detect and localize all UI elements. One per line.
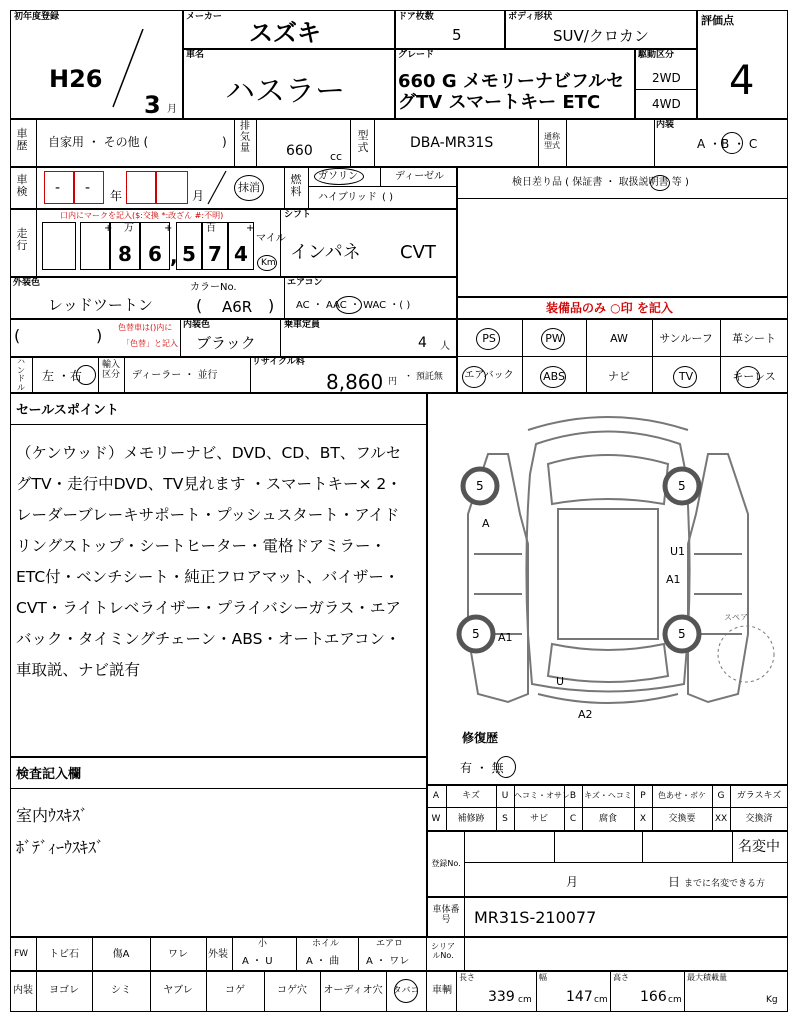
color-no-open: ( [196, 296, 203, 315]
legend-desc: ガラスキズ [736, 791, 782, 801]
reg-month-label: 月 [566, 875, 579, 889]
tire-front-left: 5 [476, 479, 484, 493]
odo-digit-1: 8 [118, 242, 132, 266]
div [308, 186, 458, 187]
div [720, 318, 721, 394]
aero-label: エアロ [376, 939, 404, 949]
ext-label: 外装 [208, 949, 228, 960]
equip-abs-circle [540, 366, 566, 388]
score-value: 4 [729, 58, 755, 104]
ext-color-value: レッドツートン [48, 296, 153, 314]
expired-circle [234, 175, 264, 201]
drive-divider [635, 89, 697, 90]
interior-label: 内装 [656, 120, 675, 130]
hgt-unit: cm [668, 995, 682, 1005]
div [426, 970, 427, 1012]
repair-selected-circle [496, 756, 516, 778]
small-vals: A ・ U [242, 956, 273, 967]
seats-unit: 人 [440, 341, 450, 352]
equip-navi: ナビ [608, 370, 630, 383]
recycle-label: リサイクル料 [252, 357, 305, 367]
legend-code: G [717, 791, 725, 801]
docs-value: 検日差り品 ( 保証書 ・ 取扱説明書 等 ) [512, 177, 689, 188]
odo-plus-2: + [164, 223, 173, 234]
div [32, 356, 33, 394]
mark-u: U [556, 675, 565, 688]
ac-label: エアコン [287, 278, 323, 288]
legend-code: XX [714, 814, 728, 824]
div [374, 118, 375, 168]
equip-tv-circle [673, 366, 697, 388]
equip-airbag-circle [462, 366, 486, 388]
reg-month-unit: 月 [167, 104, 177, 115]
chassis-label: 車体番号 [432, 905, 460, 925]
history-value: 自家用 ・ その他 ( [48, 135, 149, 149]
first-reg-label: 初年度登録 [14, 12, 60, 22]
div [642, 830, 643, 862]
body-cell [504, 10, 698, 50]
mileage-label: 走行 [16, 227, 28, 252]
serial-label: シリアルNo. [431, 942, 455, 960]
wid-value: 147 [566, 989, 593, 1005]
div [280, 208, 281, 278]
disp-label: 排気量 [240, 121, 250, 154]
div [350, 118, 351, 168]
div [284, 276, 285, 320]
legend-desc: 交換済 [745, 814, 773, 824]
interior-item: ヤブレ [163, 985, 193, 996]
legend-code: U [501, 791, 509, 801]
odo-digit-4: 7 [208, 242, 222, 266]
div [234, 118, 235, 168]
interior-item: タバコ [392, 986, 420, 996]
div [732, 830, 733, 862]
div [566, 118, 567, 168]
seats-value: 4 [418, 335, 427, 351]
maker-label: メーカー [186, 12, 222, 22]
ac-selected-circle [336, 296, 362, 314]
chassis-value: MR31S-210077 [474, 908, 597, 927]
equip-leather: 革シート [732, 332, 776, 345]
history-label: 車歴 [16, 127, 28, 152]
doors-label: ドア枚数 [398, 12, 434, 22]
sales-title: セールスポイント [16, 403, 119, 418]
odo-digit-3: 5 [182, 242, 196, 266]
legend-code: B [569, 791, 577, 801]
fuel-gas: ガソリン [318, 171, 358, 182]
legend-desc: キズ [462, 791, 480, 801]
odo-comma: , [170, 244, 178, 268]
registration-label: 登録No. [431, 859, 461, 868]
div [610, 970, 611, 1012]
div [124, 356, 125, 394]
legend-code: X [639, 814, 647, 824]
div [426, 807, 788, 808]
sales-line: ETC付・ベンチシート・純正フロアマット、バイザー・ [16, 568, 400, 586]
disp-value: 660 [286, 143, 313, 159]
div [536, 970, 537, 1012]
div [296, 936, 297, 972]
int-color-label: 内装色 [183, 320, 211, 330]
div [10, 424, 428, 425]
fw-item: トビ石 [49, 949, 79, 960]
div [464, 862, 788, 863]
odo-place-hyaku: 百 [206, 223, 216, 234]
drive-4wd: 4WD [652, 97, 681, 111]
equip-sunroof: サンルーフ [659, 332, 713, 345]
ac-value: AC ・ AAC ・ WAC ・( ) [296, 300, 411, 311]
equip-title: 装備品のみ ○印 を記入 [546, 301, 673, 315]
div [250, 356, 251, 394]
legend-code: A [432, 791, 440, 801]
color-no-value: A6R [222, 298, 253, 316]
spare-label: スペア [724, 613, 748, 622]
equip-ps: PS [482, 332, 496, 345]
div [10, 788, 428, 789]
color-no-close: ) [268, 296, 275, 315]
handle-label: ハンドル [17, 357, 25, 392]
sales-line: （ケンウッド）メモリーナビ、DVD、CD、BT、フルセ [16, 444, 402, 462]
max-load-label: 最大積載量 [687, 973, 727, 982]
equip-keyless: キーレス [732, 370, 776, 383]
mark-a1-left: A1 [498, 631, 513, 644]
km-label: Km [261, 258, 276, 268]
fw-item: ワレ [168, 949, 188, 960]
repaint-note-2: 「色替」と記入 [122, 339, 178, 348]
tire-rear-left: 5 [472, 627, 480, 641]
div [684, 970, 685, 1012]
fuel-label: 燃料 [290, 173, 302, 198]
car-name-cell [182, 48, 396, 120]
div [456, 198, 788, 199]
drive-label: 駆動区分 [638, 50, 675, 60]
sales-line: CVT・ライトレベライザー・プライバシーガラス・エア [16, 599, 401, 617]
repaint-close: ) [96, 326, 103, 345]
div [380, 166, 381, 186]
score-label: 評価点 [701, 14, 734, 27]
wid-label: 幅 [539, 973, 547, 982]
div [456, 356, 788, 357]
equip-airbag: エアバック [464, 370, 514, 381]
div [464, 830, 465, 898]
div [232, 936, 233, 972]
equip-aw: AW [610, 332, 628, 345]
handle-selected-circle [76, 365, 96, 385]
import-label: 輸入区分 [101, 360, 120, 380]
legend-desc: サビ [529, 814, 548, 824]
aero-vals: A ・ ワレ [366, 956, 410, 967]
fuel-diesel: ディーゼル [395, 171, 444, 182]
interior-selected-circle [721, 132, 743, 154]
equip-pw: PW [545, 332, 563, 345]
inspect-expired: 抹消 [238, 181, 260, 194]
doors-value: 5 [452, 26, 462, 44]
div [652, 318, 653, 394]
shift-position: インパネ [290, 242, 361, 263]
equip-ps-circle [476, 328, 500, 350]
sales-line: 車取説、ナビ説有 [16, 661, 141, 679]
grade-label: グレード [398, 50, 435, 60]
interior-grades: A ・B ・ C [697, 137, 758, 151]
div [654, 118, 655, 168]
size-label: 車輌 [432, 985, 452, 996]
wheel-vals: A ・ 曲 [306, 956, 340, 967]
interior-item: コゲ穴 [277, 985, 307, 996]
hgt-value: 166 [640, 989, 667, 1005]
mark-a: A [482, 517, 490, 530]
legend-desc: 腐食 [598, 814, 617, 824]
disp-unit: cc [330, 150, 343, 163]
car-name-label: 車名 [186, 50, 205, 60]
div [464, 936, 465, 972]
fuel-other: ( ) [382, 192, 393, 203]
equip-keyless-circle [736, 366, 760, 388]
div [180, 318, 181, 358]
body-label: ボディ形状 [508, 12, 553, 22]
legend-code: W [431, 814, 441, 824]
repaint-note-1: 色替車は()内に [118, 323, 173, 332]
reg-day-label: 日 [668, 875, 681, 889]
mile-label: マイル [256, 233, 286, 244]
mark-a1-right: A1 [666, 573, 681, 586]
div [98, 356, 99, 394]
km-selected-circle [257, 255, 277, 271]
tire-rear-right: 5 [678, 627, 686, 641]
odo-plus-3: + [246, 223, 255, 234]
fuel-selected-circle [314, 168, 364, 185]
tire-front-right: 5 [678, 479, 686, 493]
odo-digit-2: 6 [148, 242, 162, 266]
hgt-label: 高さ [613, 973, 629, 982]
interior-item: シミ [111, 985, 131, 996]
inspect-month-unit: 月 [192, 189, 205, 203]
legend-desc: 補修跡 [457, 814, 485, 824]
inspect-year-unit: 年 [110, 189, 123, 203]
inspect-note-1: 室内ｳｽｷｽﾞ [16, 806, 89, 825]
inspect-dash-1: - [55, 180, 61, 196]
inspect-box-4 [156, 171, 188, 204]
seats-label: 乗車定員 [284, 320, 321, 330]
grade-cell [394, 48, 636, 120]
shift-label: シフト [284, 210, 312, 220]
recycle-unit: 円 [388, 377, 398, 387]
recycle-value: 8,860 [326, 370, 384, 394]
drive-cell [634, 48, 698, 120]
inspect-box-3 [126, 171, 156, 204]
maker-value: スズキ [249, 19, 321, 47]
sales-line: リングストップ・シートヒーター・電格ドアミラー・ [16, 537, 386, 555]
inspect-dash-2: - [85, 180, 91, 196]
len-label: 長さ [459, 973, 475, 982]
color-no-label: カラーNo. [190, 282, 237, 293]
div [256, 118, 257, 168]
fw-label: FW [14, 949, 29, 959]
equip-abs: ABS [543, 370, 565, 383]
shift-type: CVT [400, 242, 436, 263]
equip-tv: TV [678, 370, 694, 383]
legend-code: S [502, 814, 508, 824]
mileage-note: 口内にマークを記入($:交換 *:改ざん #:不明) [60, 211, 224, 220]
legend-desc: ヘコミ・オサレ [514, 791, 570, 800]
legend-desc: 色あせ・ボケ [658, 791, 706, 800]
score-cell [696, 10, 788, 120]
inspection-label: 車検 [16, 173, 28, 198]
repair-value: 有 ・ 無 [460, 761, 504, 775]
repaint-open: ( [14, 326, 21, 345]
odo-digit-box-0 [42, 222, 76, 270]
div [464, 896, 465, 938]
grade-line1: 660 G メモリーナビフルセ [398, 71, 625, 92]
div [284, 166, 285, 210]
name-change: 名変中 [738, 839, 780, 855]
common-model-label: 通称型式 [544, 132, 560, 150]
fuel-hybrid: ハイブリッド [318, 192, 377, 203]
handle-value: 左 ・右 [42, 369, 82, 383]
int-color-value: ブラック [196, 334, 256, 352]
car-diagram [428, 394, 786, 734]
odo-digit-5: 4 [234, 242, 248, 266]
model-label: 型式 [357, 129, 369, 154]
ext-color-label: 外装色 [13, 278, 41, 288]
odo-plus-1: + [104, 223, 113, 234]
wid-unit: cm [594, 995, 608, 1005]
kg-unit: Kg [766, 995, 778, 1005]
div [554, 830, 555, 862]
equip-pw-circle [541, 328, 565, 350]
import-value: ディーラー ・ 並行 [132, 370, 218, 381]
div [206, 936, 207, 972]
sales-line: レーダーブレーキサポート・プッシュスタート・アイド [16, 506, 400, 524]
interior-row-label: 内装 [13, 985, 33, 996]
odo-place-man: 万 [124, 223, 134, 234]
doors-cell [394, 10, 506, 50]
model-value: DBA-MR31S [410, 135, 494, 151]
reg-until: までに名変できる方 [684, 879, 766, 889]
div [36, 208, 37, 278]
div [456, 970, 457, 1012]
div [586, 318, 587, 394]
recycle-deposit: ・ 預託無 [404, 372, 443, 382]
div [36, 118, 37, 168]
docs-selected-circle [650, 175, 670, 191]
interior-item: コゲ [225, 985, 245, 996]
legend-desc: キズ・ヘコミ [584, 791, 632, 800]
reg-year: H26 [49, 65, 103, 93]
inspect-notes-title: 検査記入欄 [16, 767, 82, 782]
history-close: ) [222, 135, 227, 149]
div [36, 166, 37, 210]
repair-label: 修復歴 [462, 731, 499, 745]
slash-mark [206, 170, 228, 206]
legend-code: C [569, 814, 577, 824]
div [308, 166, 309, 210]
sales-text [16, 438, 402, 686]
interior-item: オーディオ穴 [323, 985, 383, 996]
drive-2wd: 2WD [652, 71, 681, 85]
len-unit: cm [518, 995, 532, 1005]
inspect-note-2: ﾎﾞﾃﾞｨｰｳｽｷｽﾞ [16, 838, 105, 857]
mark-u1: U1 [670, 545, 686, 558]
sales-line: グTV・走行中DVD、TV見れます ・スマートキー× 2・ [16, 475, 402, 493]
body-value: SUV/クロカン [553, 27, 649, 45]
sales-line: バック・タイミングチェーン・ABS・オートエアコン・ [16, 630, 401, 648]
div [538, 118, 539, 168]
small-label: 小 [258, 939, 268, 949]
div [426, 936, 427, 972]
div [522, 318, 523, 394]
reg-month: 3 [144, 91, 161, 119]
div [358, 936, 359, 972]
car-name-value: ハスラー [225, 74, 345, 109]
mark-a2: A2 [578, 708, 593, 721]
len-value: 339 [488, 989, 515, 1005]
maker-cell [182, 10, 396, 50]
fw-item: 傷A [112, 949, 130, 960]
grade-line2: グTV スマートキー ETC [398, 92, 601, 113]
div [280, 318, 281, 358]
legend-code: P [640, 791, 646, 801]
legend-desc: 交換要 [668, 814, 696, 824]
wheel-label: ホイル [312, 939, 340, 949]
tobacco-circle [394, 979, 418, 1003]
interior-item: ヨゴレ [49, 985, 79, 996]
first-reg-cell [10, 10, 184, 120]
